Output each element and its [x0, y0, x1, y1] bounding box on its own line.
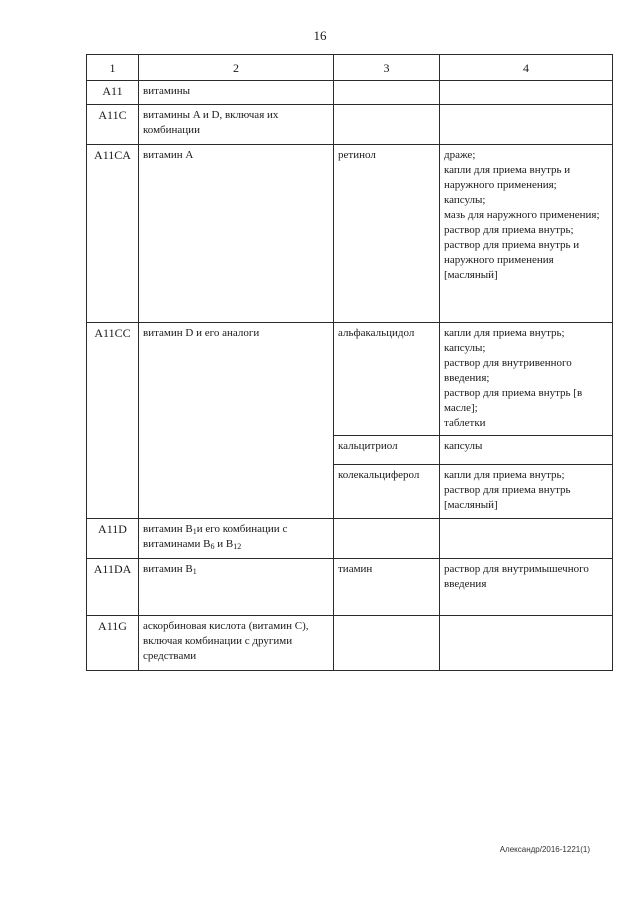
- inn-cell: [334, 105, 440, 145]
- table-row: [87, 616, 613, 671]
- group-text: витамин B: [143, 523, 193, 535]
- table-row: [87, 105, 613, 145]
- subscript: 12: [233, 542, 242, 551]
- inn-cell: ретинол: [334, 145, 440, 323]
- header-row: [87, 55, 613, 81]
- group-name: [139, 559, 334, 616]
- subscript: 1: [192, 567, 197, 576]
- atc-code: A11DA: [87, 559, 139, 616]
- forms-cell: раствор для внутримышечного введения: [440, 559, 613, 616]
- subscript: 1: [192, 527, 197, 536]
- atc-code: A11G: [87, 616, 139, 671]
- column-header: 2: [139, 55, 334, 81]
- table-row: [87, 81, 613, 105]
- drug-list-table: [86, 54, 613, 671]
- atc-code: A11CA: [87, 145, 139, 323]
- forms-cell: [440, 616, 613, 671]
- atc-code: A11D: [87, 519, 139, 559]
- column-header: 1: [87, 55, 139, 81]
- forms-cell: капсулы: [440, 436, 613, 465]
- table-row: [87, 323, 613, 436]
- document-footer-code: Александр/2016-1221(1): [499, 845, 590, 854]
- forms-cell: [440, 81, 613, 105]
- group-name: витамин A: [139, 145, 334, 323]
- column-header: 3: [334, 55, 440, 81]
- inn-cell: [334, 519, 440, 559]
- atc-code: A11C: [87, 105, 139, 145]
- atc-code: A11CC: [87, 323, 139, 519]
- forms-cell: капли для приема внутрь; капсулы; раствор для внутривенного введения; раствор для приема внутрь [в масле]; таблетки: [440, 323, 613, 436]
- forms-cell: драже; капли для приема внутрь и наружного применения; капсулы; мазь для наружного применения; раствор для приема внутрь; раствор для приема внутрь и наружного применения [масляный]: [440, 145, 613, 323]
- group-text: и его комбинации с витаминами B: [143, 523, 288, 550]
- page-number: 16: [313, 28, 327, 43]
- table-row: [87, 559, 613, 616]
- inn-cell: альфакальцидол: [334, 323, 440, 436]
- inn-cell: [334, 81, 440, 105]
- group-text: и B: [214, 538, 234, 550]
- atc-code: A11: [87, 81, 139, 105]
- table-row: [87, 519, 613, 559]
- group-name: витамин D и его аналоги: [139, 323, 334, 519]
- group-name: аскорбиновая кислота (витамин C), включая комбинации с другими средствами: [139, 616, 334, 671]
- group-name: витамины A и D, включая их комбинации: [139, 105, 334, 145]
- group-name: [139, 519, 334, 559]
- column-header: 4: [440, 55, 613, 81]
- table-row: [87, 145, 613, 323]
- subscript: 6: [210, 542, 215, 551]
- forms-cell: [440, 105, 613, 145]
- group-text: витамин B: [143, 563, 193, 575]
- inn-cell: кальцитриол: [334, 436, 440, 465]
- inn-cell: [334, 616, 440, 671]
- inn-cell: колекальциферол: [334, 465, 440, 519]
- forms-cell: [440, 519, 613, 559]
- group-name: витамины: [139, 81, 334, 105]
- forms-cell: капли для приема внутрь; раствор для приема внутрь [масляный]: [440, 465, 613, 519]
- inn-cell: тиамин: [334, 559, 440, 616]
